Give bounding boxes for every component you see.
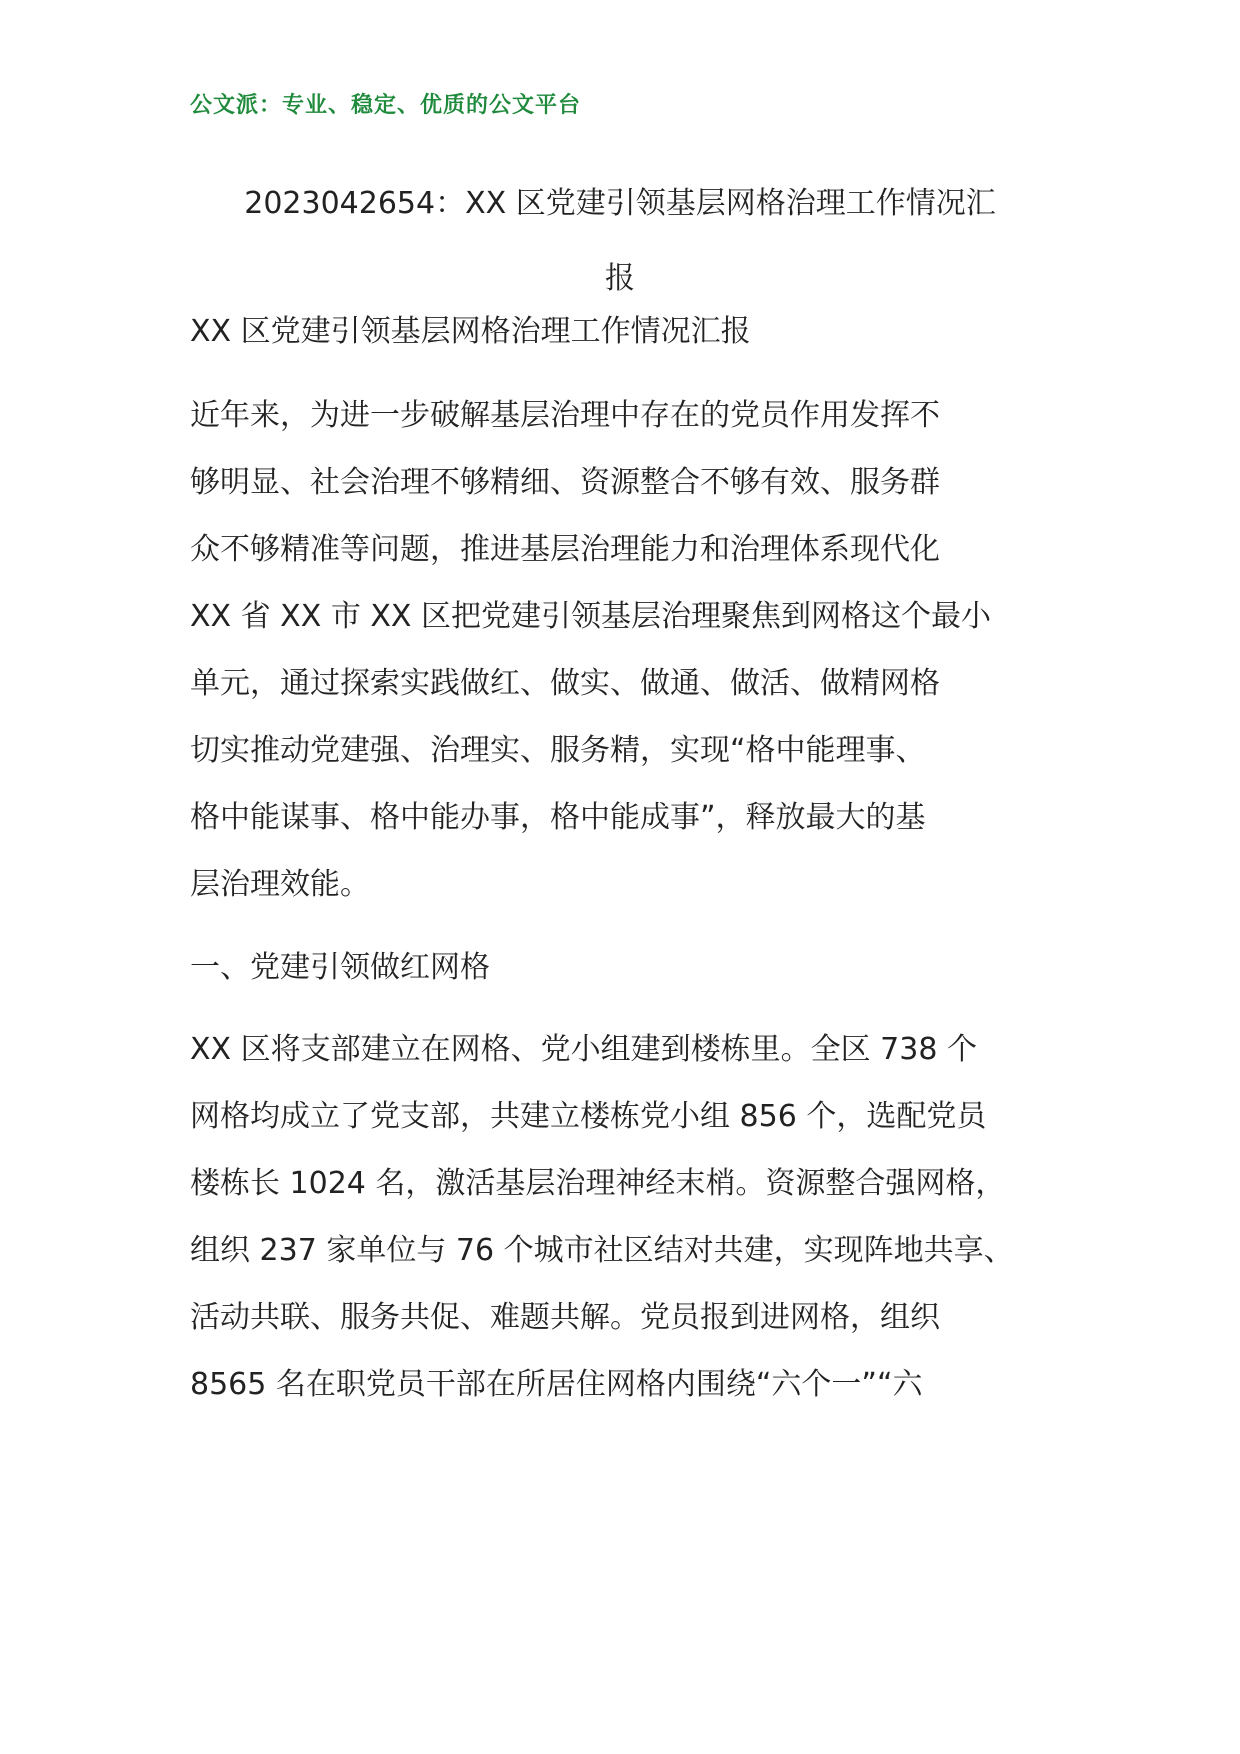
title-line-1: 2023042654：XX 区党建引领基层网格治理工作情况汇 (244, 186, 996, 221)
section-heading: 一、党建引领做红网格 (190, 950, 490, 985)
intro-line: 够明显、社会治理不够精细、资源整合不够有效、服务群 (190, 465, 940, 500)
brand-header: 公文派：专业、稳定、优质的公文平台 (190, 93, 582, 118)
section-line: 楼栋长 1024 名，激活基层治理神经末梢。资源整合强网格， (190, 1166, 1006, 1201)
intro-line: 层治理效能。 (190, 867, 370, 902)
section-line: 网格均成立了党支部，共建立楼栋党小组 856 个，选配党员 (190, 1099, 987, 1134)
intro-line: 众不够精准等问题，推进基层治理能力和治理体系现代化 (190, 532, 940, 567)
section-line: XX 区将支部建立在网格、党小组建到楼栋里。全区 738 个 (190, 1032, 977, 1067)
section-line: 8565 名在职党员干部在所居住网格内围绕“六个一”“六 (190, 1367, 923, 1402)
section-line: 组织 237 家单位与 76 个城市社区结对共建，实现阵地共享、 (190, 1233, 1014, 1268)
section-line: 活动共联、服务共促、难题共解。党员报到进网格，组织 (190, 1300, 940, 1335)
subtitle: XX 区党建引领基层网格治理工作情况汇报 (190, 314, 751, 349)
intro-line: XX 省 XX 市 XX 区把党建引领基层治理聚焦到网格这个最小 (190, 599, 991, 634)
intro-line: 近年来，为进一步破解基层治理中存在的党员作用发挥不 (190, 398, 940, 433)
intro-line: 切实推动党建强、治理实、服务精，实现“格中能理事、 (190, 733, 926, 768)
title-line-2: 报 (605, 261, 635, 296)
document-title (190, 166, 1050, 316)
intro-line: 单元，通过探索实践做红、做实、做通、做活、做精网格 (190, 666, 940, 701)
intro-line: 格中能谋事、格中能办事，格中能成事”，释放最大的基 (190, 800, 926, 835)
